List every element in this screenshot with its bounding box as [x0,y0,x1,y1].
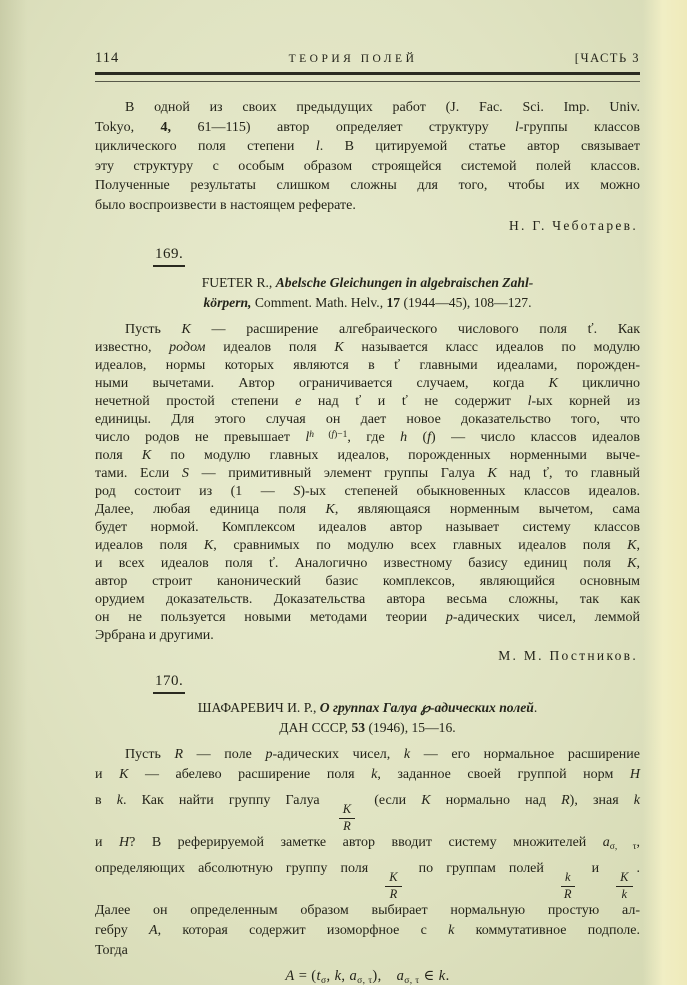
intro-paragraph [95,98,640,215]
abstract-169 [95,321,640,645]
text-line: эту структуру с особым образом строящейся системой полей классов. [95,158,640,174]
text-line: единицы. Для этого случая он дает новое доказательство того, что [95,412,640,427]
text-line: В одной из своих предыдущих работ (J. Fac. Sci. Imp. Univ. [125,100,640,115]
reference-169-line2: körpern, Comment. Math. Helv., 17 (1944—45), 108—127. [203,294,532,310]
text-line: орудием доказательств. Доказательства автора весьма сложны, так как [95,592,640,607]
text-line: Пусть R — поле p-адических чисел, k — его нормальное расширение [125,747,641,762]
text-line: и K — абелево расширение поля k, заданное своей группой норм H [95,767,640,782]
text-line: ными вычетами. Автор ограничивается случаем, когда K циклично [95,376,640,391]
text-line: и всех идеалов поля ť. Аналогично известному базису единиц поля K, [95,556,640,571]
text-line: Тогда [95,943,128,958]
text-line: Далее, любая единица поля K, являющаяся норменным вычетом, сама [95,502,640,517]
abstract-170 [95,745,640,961]
part-label: [ЧАСТЬ 3 [574,51,640,65]
text-line: будет нормой. Комплексом идеалов автор называет систему классов [95,520,640,535]
page-number: 114 [95,50,120,66]
text-line: идеалов, нормы которых являются в ť главными идеалами, порожден- [95,358,640,373]
entry-number-169: 169. [95,245,640,267]
text-line: в k. Как найти группу Галуа $\frac{K}{R}$ (если K нормально над R), зная k [95,793,640,833]
text-line: Пусть K — расширение алгебраического числового поля ť. Как [125,322,640,337]
text-line: тами. Если S — примитивный элемент группы Галуа K над ť, то главный [95,466,640,481]
text-line: Эрбрана и другими. [95,628,214,643]
text-line: было воспроизвести в настоящем реферате. [95,197,356,213]
entry-number-170: 170. [95,672,640,694]
reference-169-line1: FUETER R., Abelsche Gleichungen in algebraischen Zahl- [201,275,534,290]
reviewer-signature-chebotarev: Н. Г. Чеботарев. [508,218,638,233]
text-line: идеалов поля K, сравнимых по модулю всех главных идеалов поля K, [95,538,640,553]
text-line: Полученные результаты слишком сложны для того, чтобы их можно [95,178,640,193]
text-line: гебру A, которая содержит изоморфное с k коммутативное подполе. [95,923,640,938]
text-line: Tokyo, 4, 61—115) автор определяет структуру l-группы классов [95,119,641,135]
running-title: ТЕОРИЯ ПОЛЕЙ [288,53,418,65]
text-line: род состоит из (1 — S)-ых степеней обыкновенных классов идеалов. [95,484,640,499]
text-line: он не пользуется новыми методами теории p-адических чисел, леммой [95,610,640,625]
reference-169 [95,273,640,312]
page-header [95,50,640,70]
text-line: и H? В реферируемой заметке автор вводит систему множителей $a_{\sigma, \tau}$, [95,835,640,852]
text-line: поля K по модулю главных идеалов, порожденных норменными выче- [95,448,641,463]
text-line: определяющих абсолютную группу поля $\frac{K}{R}$ по группам полей $\frac{k}{R}$ и $\frac{K}{k}$ . [95,861,640,901]
text-line: известно, родом идеалов поля K называется класс идеалов по модулю [95,340,641,355]
text-line: циклического поля степени l. В цитируемой статье автор связывает [95,139,640,154]
text-line: нечетной простой степени e над ť и ť не содержит l-ых корней из [95,394,640,409]
reference-170 [95,698,640,737]
text-line: число родов не превышает $l^{h (f)-1}$, где h (f) — число классов идеалов [95,430,640,445]
reviewer-signature-postnikov: М. М. Постников. [498,648,638,663]
text-line: автор строит канонический базис комплексов, являющийся основным [95,574,640,589]
header-rule [95,72,640,82]
reference-170-line1: ШАФАРЕВИЧ И. Р., О группах Галуа ℘-адических полей. [197,700,538,715]
text-line: Далее он определенным образом выбирает нормальную простую ал- [95,903,640,918]
reference-170-line2: ДАН СССР, 53 (1946), 15—16. [279,719,456,735]
display-formula: $A = (t_\sigma$, k, $a_{\sigma, \tau}$), $a_{\sigma, \tau}$ ∈ k. [285,968,450,985]
